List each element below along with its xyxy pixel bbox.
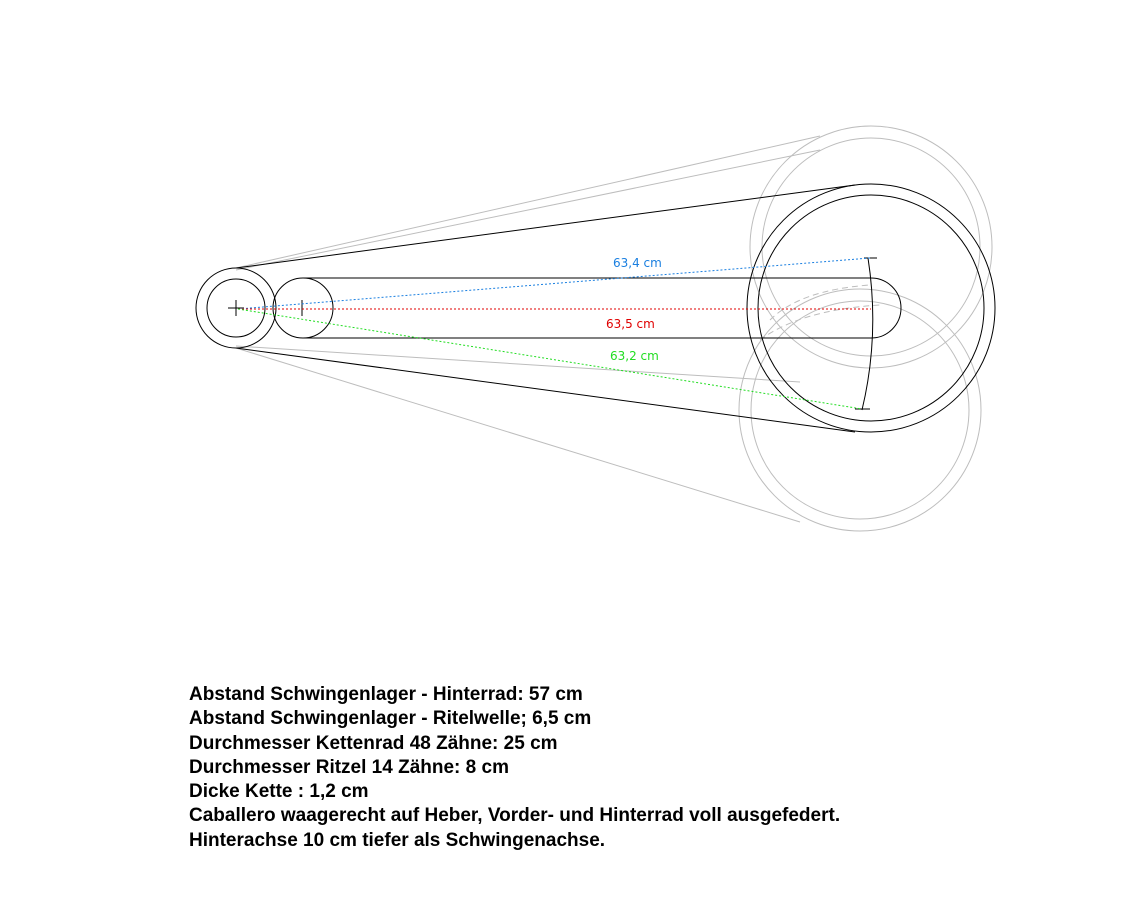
ghost-chain-lower-top — [236, 346, 800, 382]
chain-bottom-run — [236, 348, 855, 432]
dimension-lines — [238, 258, 871, 409]
dimension-label-middle: 63,5 cm — [606, 317, 655, 331]
dimension-label-lower: 63,2 cm — [610, 349, 659, 363]
dimension-label-upper: 63,4 cm — [613, 256, 662, 270]
note-line: Hinterachse 10 cm tiefer als Schwingenachse. — [189, 829, 606, 851]
dimension-line-upper — [238, 258, 870, 309]
rear-sprocket-inner — [758, 195, 984, 421]
note-line: Durchmesser Kettenrad 48 Zähne: 25 cm — [189, 732, 558, 754]
swingarm-end-cap — [871, 278, 901, 338]
dimension-line-lower — [238, 309, 862, 409]
ghost-chain-lower-bottom — [236, 348, 800, 522]
ghost-chain-upper-top — [236, 136, 820, 268]
rear-sprocket-outer — [747, 184, 995, 432]
ghost-chain-upper-bottom — [236, 150, 820, 270]
ghost-wheel-upper-outer — [750, 126, 992, 368]
note-line: Caballero waagerecht auf Heber, Vorder- und Hinterrad voll ausgefedert. — [189, 805, 841, 827]
note-line: Abstand Schwingenlager - Hinterrad: 57 cm — [189, 684, 583, 705]
main-geometry — [196, 184, 995, 432]
ghost-wheel-lower-outer — [739, 289, 981, 531]
note-line: Abstand Schwingenlager - Ritelwelle; 6,5 cm — [189, 708, 592, 730]
specification-notes — [189, 683, 840, 853]
shaft-circle — [273, 278, 333, 338]
ghost-arm-dashed-lower — [760, 305, 880, 340]
rear-axle-swing-arc — [862, 258, 873, 410]
note-line: Dicke Kette : 1,2 cm — [189, 781, 369, 803]
note-line: Durchmesser Ritzel 14 Zähne: 8 cm — [189, 756, 509, 778]
